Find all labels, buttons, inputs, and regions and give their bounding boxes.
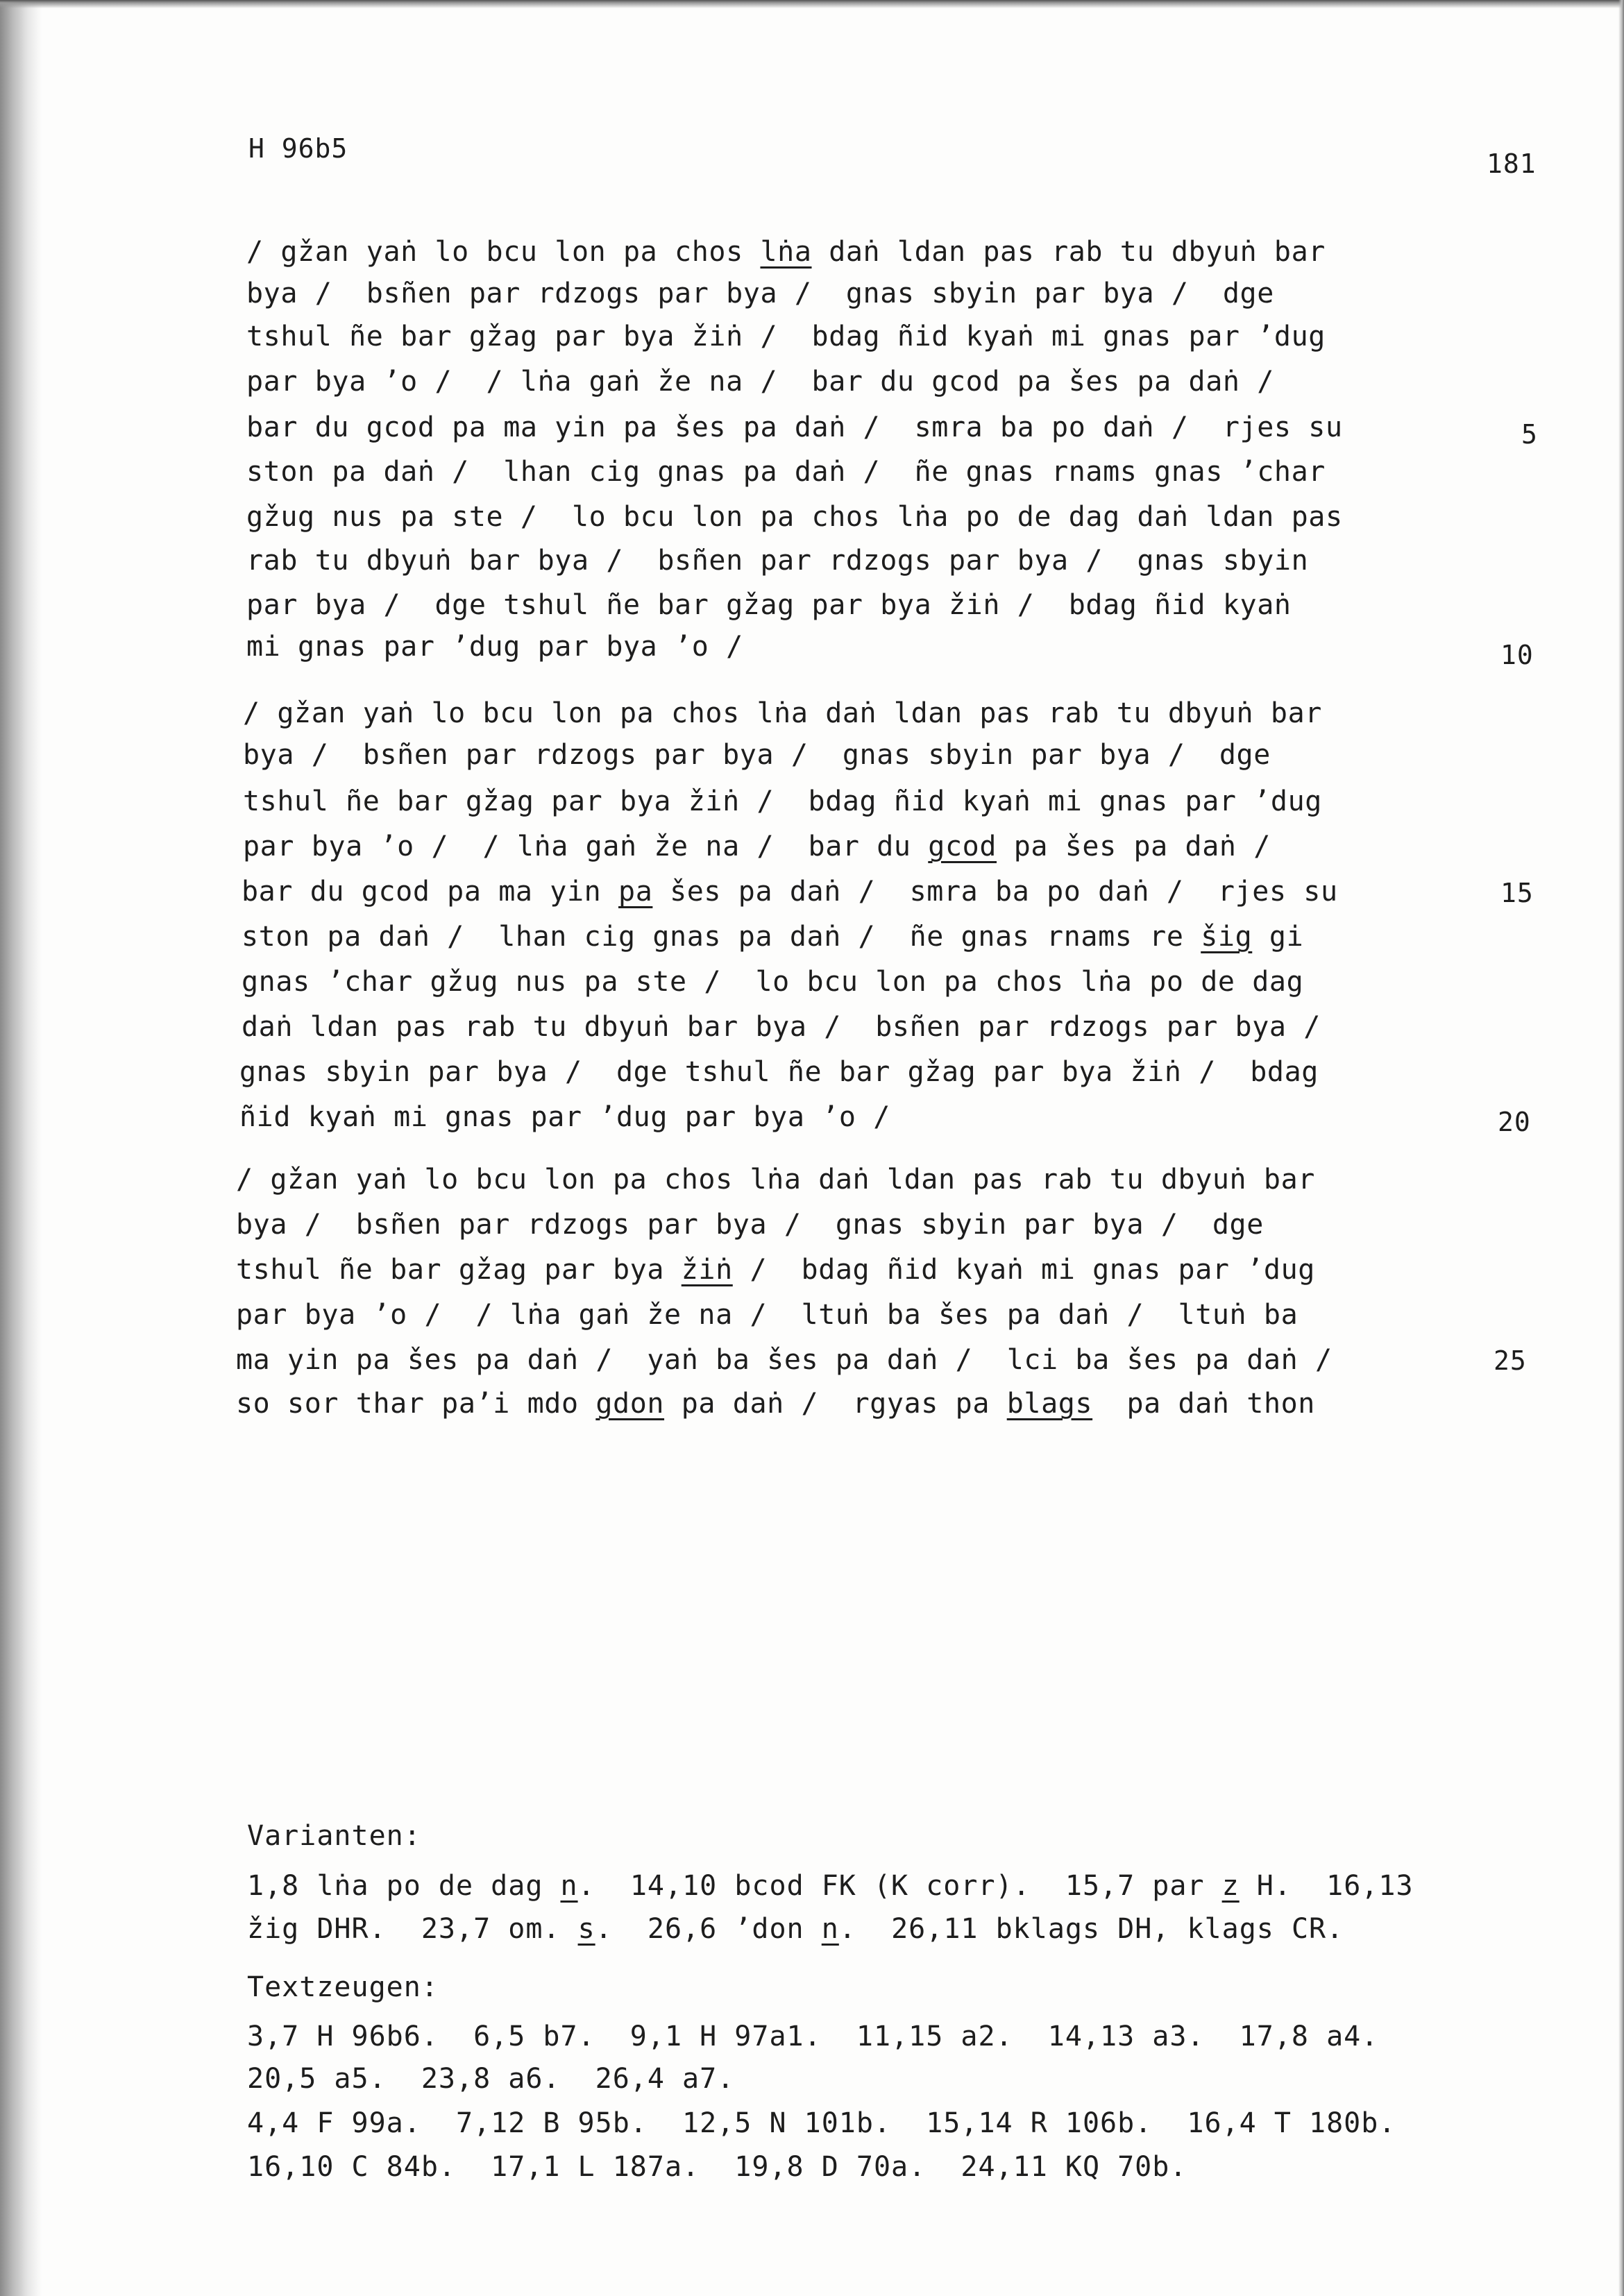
text-line (236, 1346, 1333, 1374)
text-line (243, 741, 1271, 769)
underlined-word: s (577, 1913, 595, 1945)
text-segment: H. 16,13 (1239, 1870, 1414, 1902)
text-line (242, 1013, 1321, 1041)
note-line (247, 2023, 1378, 2050)
text-line (246, 238, 1326, 266)
text-line (246, 503, 1343, 531)
text-line (242, 876, 1338, 908)
text-line (246, 633, 743, 661)
text-line (246, 411, 1343, 443)
text-segment: . 14,10 bcod FK (K corr). 15,7 par (577, 1870, 1222, 1902)
text-segment: bya / bsñen par rdzogs par bya / gnas sbyin par bya / dge (236, 1209, 1264, 1241)
note-line (247, 1872, 1414, 1900)
text-segment: / bdag ñid kyaṅ mi gnas par ’dug (732, 1254, 1315, 1286)
line-number: 10 (1500, 640, 1534, 670)
text-segment: 1,8 lṅa po de dag (247, 1870, 561, 1902)
text-segment: . 26,11 bklags DH, klags CR. (838, 1913, 1344, 1945)
text-segment: pa daṅ / rgyas pa (664, 1388, 1007, 1420)
underlined-word: gdon (595, 1388, 665, 1420)
note-line (247, 2065, 734, 2093)
text-line (246, 591, 1292, 619)
scan-shadow-right (1618, 0, 1624, 2296)
text-segment: / gžan yaṅ lo bcu lon pa chos lṅa daṅ ldan pas rab tu dbyuṅ bar (243, 697, 1322, 729)
text-line (242, 923, 1303, 951)
text-segment: / gžan yaṅ lo bcu lon pa chos lṅa daṅ ldan pas rab tu dbyuṅ bar (236, 1164, 1315, 1196)
text-segment: par bya ’o / / lṅa gaṅ že na / bar du (243, 831, 929, 862)
text-line (239, 1058, 1319, 1086)
text-segment: 20,5 a5. 23,8 a6. 26,4 a7. (247, 2063, 735, 2095)
text-segment: bya / bsñen par rdzogs par bya / gnas sbyin par bya / dge (243, 739, 1271, 771)
line-number: 15 (1500, 878, 1534, 908)
scan-shadow-top (0, 0, 1624, 8)
text-segment: gžug nus pa ste / lo bcu lon pa chos lṅa po de dag daṅ ldan pas (246, 501, 1343, 533)
text-segment: rab tu dbyuṅ bar bya / bsñen par rdzogs par bya / gnas sbyin (246, 545, 1309, 577)
text-line (239, 1103, 890, 1131)
text-segment: bar du gcod pa ma yin (242, 876, 619, 908)
underlined-word: žiṅ (681, 1254, 733, 1286)
text-segment: gnas sbyin par bya / dge tshul ñe bar gžag par bya žiṅ / bdag (239, 1056, 1319, 1088)
text-segment: gi (1252, 921, 1304, 953)
text-segment: 4,4 F 99a. 7,12 B 95b. 12,5 N 101b. 15,14 R 106b. 16,4 T 180b. (247, 2107, 1396, 2139)
underlined-word: n (560, 1870, 578, 1902)
underlined-word: blags (1006, 1388, 1093, 1420)
text-line (246, 368, 1274, 396)
text-segment: žig DHR. 23,7 om. (247, 1913, 578, 1945)
text-line (243, 699, 1322, 727)
text-segment: so sor thar pa’i mdo (236, 1388, 596, 1420)
text-line (236, 1256, 1315, 1284)
text-line (246, 458, 1326, 486)
underlined-word: lṅa (760, 236, 812, 268)
underlined-word: n (821, 1913, 839, 1945)
underlined-word: pa (618, 876, 653, 908)
text-segment: šes pa daṅ / smra ba po daṅ / rjes su (652, 876, 1338, 908)
text-segment: mi gnas par ’dug par bya ’o / (246, 631, 743, 663)
text-segment: ston pa daṅ / lhan cig gnas pa daṅ / ñe gnas rnams re (242, 921, 1201, 953)
text-segment: par bya / dge tshul ñe bar gžag par bya žiṅ / bdag ñid kyaṅ (246, 589, 1292, 621)
scan-shadow-left (0, 0, 42, 2296)
text-line (246, 280, 1274, 307)
text-line (236, 1301, 1298, 1329)
text-segment: bar du gcod pa ma yin pa šes pa daṅ / smra ba po daṅ / rjes su (246, 411, 1343, 443)
textzeugen-heading: Textzeugen: (247, 1971, 439, 2003)
line-number: 5 (1521, 419, 1538, 450)
text-segment: par bya ’o / / lṅa gaṅ že na / ltuṅ ba šes pa daṅ / ltuṅ ba (236, 1299, 1299, 1331)
text-line (242, 968, 1303, 996)
underlined-word: gcod (928, 831, 997, 862)
line-number: 20 (1498, 1107, 1531, 1137)
text-segment: daṅ ldan pas rab tu dbyuṅ bar bya / bsñen par rdzogs par bya / (242, 1011, 1321, 1043)
underlined-word: šig (1201, 921, 1253, 953)
text-segment: pa daṅ thon (1092, 1388, 1315, 1420)
text-segment: . 26,6 ’don (595, 1913, 822, 1945)
text-segment: / gžan yaṅ lo bcu lon pa chos (246, 236, 761, 268)
folio-reference: H 96b5 (248, 133, 348, 164)
varianten-heading: Varianten: (247, 1820, 421, 1852)
text-segment: gnas ’char gžug nus pa ste / lo bcu lon pa chos lṅa po de dag (242, 966, 1304, 998)
text-line (243, 833, 1271, 860)
text-segment: daṅ ldan pas rab tu dbyuṅ bar (811, 236, 1326, 268)
text-line (243, 785, 1322, 817)
text-segment: tshul ñe bar gžag par bya žiṅ / bdag ñid kyaṅ mi gnas par ’dug (243, 785, 1322, 817)
text-segment: ñid kyaṅ mi gnas par ’dug par bya ’o / (239, 1101, 890, 1133)
text-segment: tshul ñe bar gžag par bya (236, 1254, 682, 1286)
text-line (236, 1211, 1264, 1239)
line-number: 25 (1494, 1345, 1527, 1376)
text-segment: 3,7 H 96b6. 6,5 b7. 9,1 H 97a1. 11,15 a2. 14,13 a3. 17,8 a4. (247, 2021, 1379, 2052)
text-line (236, 1164, 1315, 1196)
note-line (247, 2109, 1396, 2137)
page-number: 181 (1487, 148, 1537, 179)
text-segment: ma yin pa šes pa daṅ / yaṅ ba šes pa daṅ / lci ba šes pa daṅ / (236, 1344, 1333, 1376)
text-segment: pa šes pa daṅ / (997, 831, 1271, 862)
text-segment: par bya ’o / / lṅa gaṅ že na / bar du gcod pa šes pa daṅ / (246, 366, 1274, 398)
text-line (236, 1390, 1315, 1418)
note-line (247, 2153, 1187, 2181)
text-segment: bya / bsñen par rdzogs par bya / gnas sbyin par bya / dge (246, 278, 1274, 309)
text-segment: tshul ñe bar gžag par bya žiṅ / bdag ñid kyaṅ mi gnas par ’dug (246, 321, 1326, 352)
text-line (246, 547, 1308, 575)
text-segment: 16,10 C 84b. 17,1 L 187a. 19,8 D 70a. 24,11 KQ 70b. (247, 2151, 1187, 2183)
note-line (247, 1915, 1344, 1943)
underlined-word: z (1221, 1870, 1240, 1902)
text-segment: ston pa daṅ / lhan cig gnas pa daṅ / ñe gnas rnams gnas ’char (246, 456, 1326, 488)
text-line (246, 323, 1326, 350)
